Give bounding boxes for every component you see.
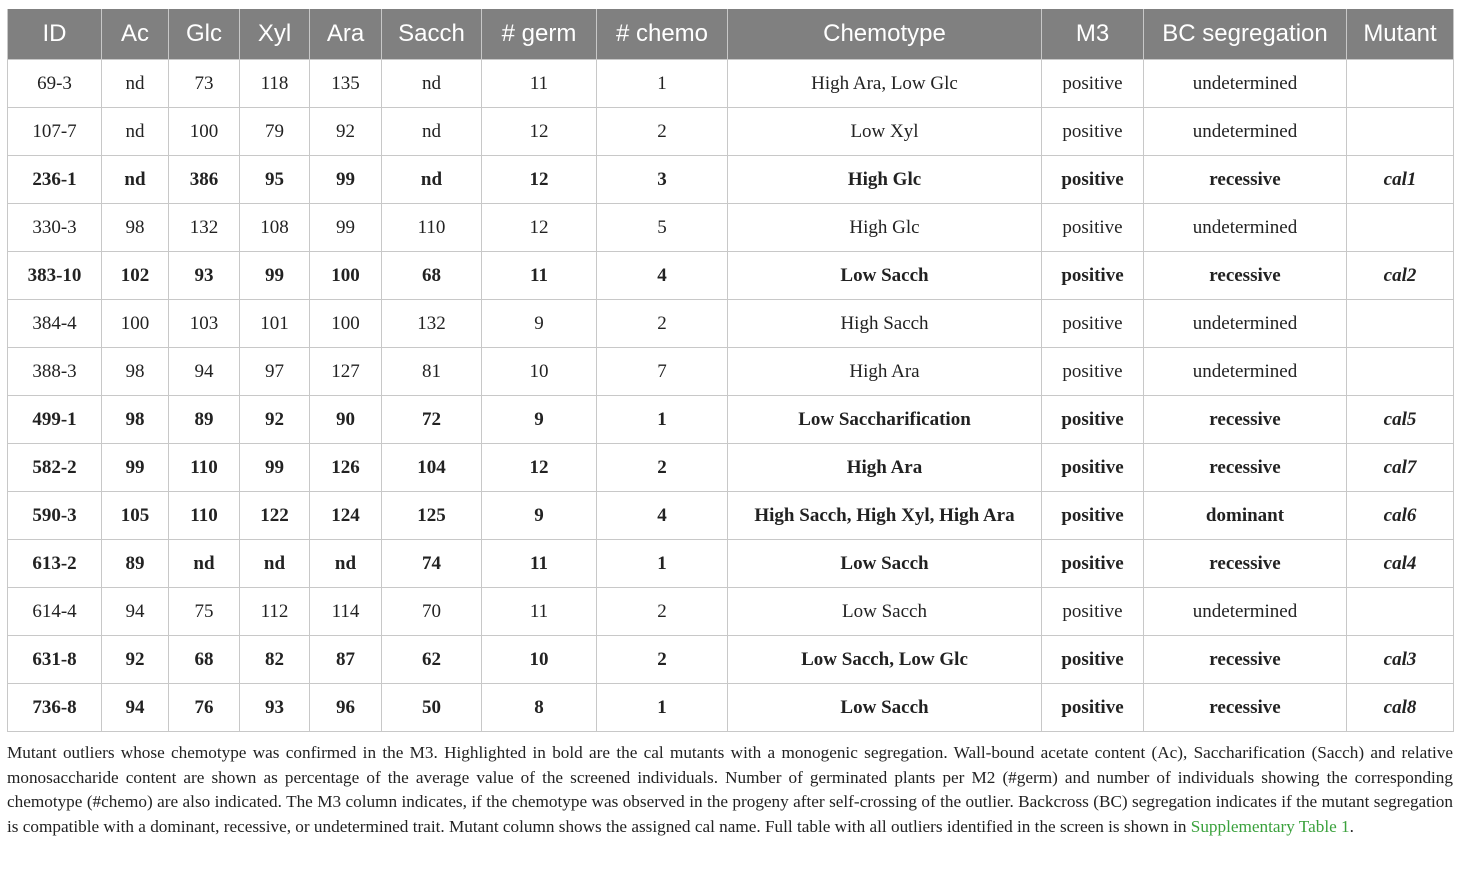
cell-id: 383-10 [8, 252, 102, 300]
cell-ara: 114 [310, 588, 382, 636]
table-row [8, 156, 1454, 204]
cell-mutant [1347, 300, 1454, 348]
column-header-chemo: # chemo [597, 9, 728, 60]
column-header-m3: M3 [1042, 9, 1144, 60]
cell-chemo: 7 [597, 348, 728, 396]
cell-m3: positive [1042, 252, 1144, 300]
cell-xyl: 93 [240, 684, 310, 732]
cell-m3: positive [1042, 492, 1144, 540]
cell-ac: 102 [102, 252, 169, 300]
cell-id: 613-2 [8, 540, 102, 588]
table-caption [7, 741, 1453, 839]
cell-id: 107-7 [8, 108, 102, 156]
cell-ac: 98 [102, 204, 169, 252]
cell-id: 388-3 [8, 348, 102, 396]
cell-xyl: 79 [240, 108, 310, 156]
cell-glc: 93 [169, 252, 240, 300]
cell-bc-segregation: recessive [1144, 540, 1347, 588]
table-row [8, 348, 1454, 396]
cell-germ: 8 [482, 684, 597, 732]
cell-sacch: 81 [382, 348, 482, 396]
cell-ac: nd [102, 108, 169, 156]
cell-chemotype: High Ara [728, 348, 1042, 396]
cell-chemo: 2 [597, 588, 728, 636]
cell-id: 582-2 [8, 444, 102, 492]
cell-m3: positive [1042, 204, 1144, 252]
cell-chemotype: Low Saccharification [728, 396, 1042, 444]
cell-chemo: 2 [597, 636, 728, 684]
cell-xyl: 95 [240, 156, 310, 204]
column-header-germ: # germ [482, 9, 597, 60]
cell-germ: 11 [482, 588, 597, 636]
cell-bc-segregation: recessive [1144, 396, 1347, 444]
cell-ac: 94 [102, 684, 169, 732]
cell-ara: 99 [310, 156, 382, 204]
cell-bc-segregation: recessive [1144, 684, 1347, 732]
cell-germ: 10 [482, 636, 597, 684]
cell-chemo: 4 [597, 252, 728, 300]
cell-m3: positive [1042, 60, 1144, 108]
cell-sacch: nd [382, 156, 482, 204]
table-row [8, 588, 1454, 636]
caption-text: Mutant outliers whose chemotype was confirmed in the M3. Highlighted in bold are the cal mutants with a monogenic segregation. Wall-bound acetate content (Ac), Saccharification (Sacch) and relative monosaccharide content are shown as percentage of the average value of the screened individuals. Number of germinated plants per M2 (#germ) and number of individuals showing the corresponding chemotype (#chemo) are also indicated. The M3 column indicates, if the chemotype was observed in the progeny after self-crossing of the outlier. Backcross (BC) segregation indicates if the mutant segregation is compatible with a dominant, recessive, or undetermined trait. Mutant column shows the assigned cal name. Full table with all outliers identified in the screen is shown in [7, 743, 1453, 836]
cell-m3: positive [1042, 444, 1144, 492]
cell-germ: 11 [482, 540, 597, 588]
column-header-bc-segregation: BC segregation [1144, 9, 1347, 60]
cell-ara: 87 [310, 636, 382, 684]
cell-ara: 100 [310, 252, 382, 300]
cell-glc: 103 [169, 300, 240, 348]
table-header-row [8, 9, 1454, 60]
cell-m3: positive [1042, 588, 1144, 636]
cell-germ: 10 [482, 348, 597, 396]
cell-ara: 127 [310, 348, 382, 396]
cell-xyl: 101 [240, 300, 310, 348]
cell-sacch: 68 [382, 252, 482, 300]
cell-glc: 386 [169, 156, 240, 204]
column-header-xyl: Xyl [240, 9, 310, 60]
cell-id: 236-1 [8, 156, 102, 204]
cell-germ: 12 [482, 444, 597, 492]
cell-chemo: 1 [597, 396, 728, 444]
table-row [8, 60, 1454, 108]
cell-chemotype: Low Sacch, Low Glc [728, 636, 1042, 684]
cell-ac: 94 [102, 588, 169, 636]
cell-glc: 75 [169, 588, 240, 636]
cell-xyl: 99 [240, 252, 310, 300]
cell-bc-segregation: undetermined [1144, 204, 1347, 252]
cell-ac: 92 [102, 636, 169, 684]
cell-ara: 96 [310, 684, 382, 732]
cell-xyl: 112 [240, 588, 310, 636]
cell-bc-segregation: recessive [1144, 636, 1347, 684]
cell-sacch: 62 [382, 636, 482, 684]
cell-germ: 12 [482, 204, 597, 252]
cell-chemo: 2 [597, 300, 728, 348]
cell-m3: positive [1042, 108, 1144, 156]
cell-glc: 110 [169, 492, 240, 540]
cell-id: 590-3 [8, 492, 102, 540]
cell-bc-segregation: recessive [1144, 156, 1347, 204]
cell-sacch: nd [382, 60, 482, 108]
cell-sacch: 72 [382, 396, 482, 444]
cell-mutant [1347, 204, 1454, 252]
cell-id: 384-4 [8, 300, 102, 348]
cell-m3: positive [1042, 156, 1144, 204]
table-row [8, 252, 1454, 300]
table-row [8, 492, 1454, 540]
cell-ara: 100 [310, 300, 382, 348]
column-header-id: ID [8, 9, 102, 60]
cell-m3: positive [1042, 396, 1144, 444]
cell-germ: 12 [482, 156, 597, 204]
cell-mutant [1347, 588, 1454, 636]
cell-xyl: 92 [240, 396, 310, 444]
cell-mutant: cal1 [1347, 156, 1454, 204]
table-row [8, 204, 1454, 252]
cell-chemotype: High Ara [728, 444, 1042, 492]
cell-chemo: 5 [597, 204, 728, 252]
table-body [8, 60, 1454, 732]
cell-xyl: 99 [240, 444, 310, 492]
cell-sacch: 132 [382, 300, 482, 348]
cell-chemo: 1 [597, 540, 728, 588]
table-row [8, 300, 1454, 348]
cell-chemo: 4 [597, 492, 728, 540]
cell-xyl: 82 [240, 636, 310, 684]
cell-ac: nd [102, 60, 169, 108]
cell-m3: positive [1042, 348, 1144, 396]
cell-glc: 100 [169, 108, 240, 156]
cell-bc-segregation: recessive [1144, 444, 1347, 492]
cell-chemotype: Low Sacch [728, 540, 1042, 588]
cell-chemo: 2 [597, 108, 728, 156]
cell-ara: 92 [310, 108, 382, 156]
cell-germ: 9 [482, 300, 597, 348]
cell-chemo: 3 [597, 156, 728, 204]
cell-id: 736-8 [8, 684, 102, 732]
cell-xyl: 108 [240, 204, 310, 252]
cell-ara: nd [310, 540, 382, 588]
cell-glc: 89 [169, 396, 240, 444]
column-header-glc: Glc [169, 9, 240, 60]
cell-bc-segregation: dominant [1144, 492, 1347, 540]
cell-chemotype: High Sacch, High Xyl, High Ara [728, 492, 1042, 540]
cell-m3: positive [1042, 636, 1144, 684]
cell-id: 631-8 [8, 636, 102, 684]
cell-glc: 73 [169, 60, 240, 108]
column-header-chemotype: Chemotype [728, 9, 1042, 60]
cell-ara: 124 [310, 492, 382, 540]
cell-mutant: cal8 [1347, 684, 1454, 732]
cell-id: 330-3 [8, 204, 102, 252]
cell-chemotype: High Glc [728, 156, 1042, 204]
cell-chemotype: Low Xyl [728, 108, 1042, 156]
cell-chemotype: High Ara, Low Glc [728, 60, 1042, 108]
cell-xyl: 118 [240, 60, 310, 108]
outlier-table [7, 9, 1454, 732]
cell-mutant: cal6 [1347, 492, 1454, 540]
cell-germ: 9 [482, 396, 597, 444]
cell-mutant: cal5 [1347, 396, 1454, 444]
cell-chemotype: Low Sacch [728, 252, 1042, 300]
cell-id: 69-3 [8, 60, 102, 108]
cell-glc: 76 [169, 684, 240, 732]
table-container [7, 9, 1453, 732]
column-header-ara: Ara [310, 9, 382, 60]
cell-ac: nd [102, 156, 169, 204]
table-row [8, 444, 1454, 492]
cell-id: 499-1 [8, 396, 102, 444]
cell-chemotype: High Sacch [728, 300, 1042, 348]
column-header-mutant: Mutant [1347, 9, 1454, 60]
cell-ara: 126 [310, 444, 382, 492]
cell-ara: 135 [310, 60, 382, 108]
cell-chemo: 1 [597, 60, 728, 108]
cell-mutant: cal3 [1347, 636, 1454, 684]
cell-ara: 90 [310, 396, 382, 444]
cell-mutant: cal4 [1347, 540, 1454, 588]
cell-germ: 11 [482, 252, 597, 300]
cell-chemotype: Low Sacch [728, 684, 1042, 732]
cell-glc: 132 [169, 204, 240, 252]
cell-glc: 110 [169, 444, 240, 492]
caption-end: . [1349, 816, 1354, 836]
cell-bc-segregation: undetermined [1144, 108, 1347, 156]
cell-ac: 100 [102, 300, 169, 348]
cell-glc: 68 [169, 636, 240, 684]
cell-bc-segregation: undetermined [1144, 300, 1347, 348]
cell-sacch: 50 [382, 684, 482, 732]
cell-ac: 98 [102, 396, 169, 444]
cell-xyl: 122 [240, 492, 310, 540]
table-row [8, 108, 1454, 156]
cell-ac: 105 [102, 492, 169, 540]
cell-id: 614-4 [8, 588, 102, 636]
cell-bc-segregation: undetermined [1144, 60, 1347, 108]
cell-ara: 99 [310, 204, 382, 252]
cell-mutant: cal7 [1347, 444, 1454, 492]
cell-bc-segregation: undetermined [1144, 348, 1347, 396]
cell-sacch: 125 [382, 492, 482, 540]
cell-mutant [1347, 60, 1454, 108]
cell-mutant [1347, 348, 1454, 396]
cell-chemotype: High Glc [728, 204, 1042, 252]
cell-m3: positive [1042, 684, 1144, 732]
cell-m3: positive [1042, 300, 1144, 348]
cell-chemo: 1 [597, 684, 728, 732]
cell-sacch: 74 [382, 540, 482, 588]
cell-glc: 94 [169, 348, 240, 396]
table-row [8, 684, 1454, 732]
cell-mutant: cal2 [1347, 252, 1454, 300]
cell-ac: 98 [102, 348, 169, 396]
column-header-ac: Ac [102, 9, 169, 60]
cell-glc: nd [169, 540, 240, 588]
cell-chemo: 2 [597, 444, 728, 492]
cell-sacch: 70 [382, 588, 482, 636]
cell-sacch: 104 [382, 444, 482, 492]
cell-ac: 99 [102, 444, 169, 492]
cell-sacch: nd [382, 108, 482, 156]
supplementary-table-link[interactable]: Supplementary Table 1 [1190, 816, 1350, 836]
cell-germ: 11 [482, 60, 597, 108]
table-row [8, 636, 1454, 684]
cell-germ: 12 [482, 108, 597, 156]
cell-bc-segregation: recessive [1144, 252, 1347, 300]
cell-mutant [1347, 108, 1454, 156]
cell-xyl: 97 [240, 348, 310, 396]
table-row [8, 396, 1454, 444]
cell-m3: positive [1042, 540, 1144, 588]
cell-germ: 9 [482, 492, 597, 540]
column-header-sacch: Sacch [382, 9, 482, 60]
table-row [8, 540, 1454, 588]
cell-bc-segregation: undetermined [1144, 588, 1347, 636]
cell-chemotype: Low Sacch [728, 588, 1042, 636]
cell-sacch: 110 [382, 204, 482, 252]
cell-ac: 89 [102, 540, 169, 588]
cell-xyl: nd [240, 540, 310, 588]
